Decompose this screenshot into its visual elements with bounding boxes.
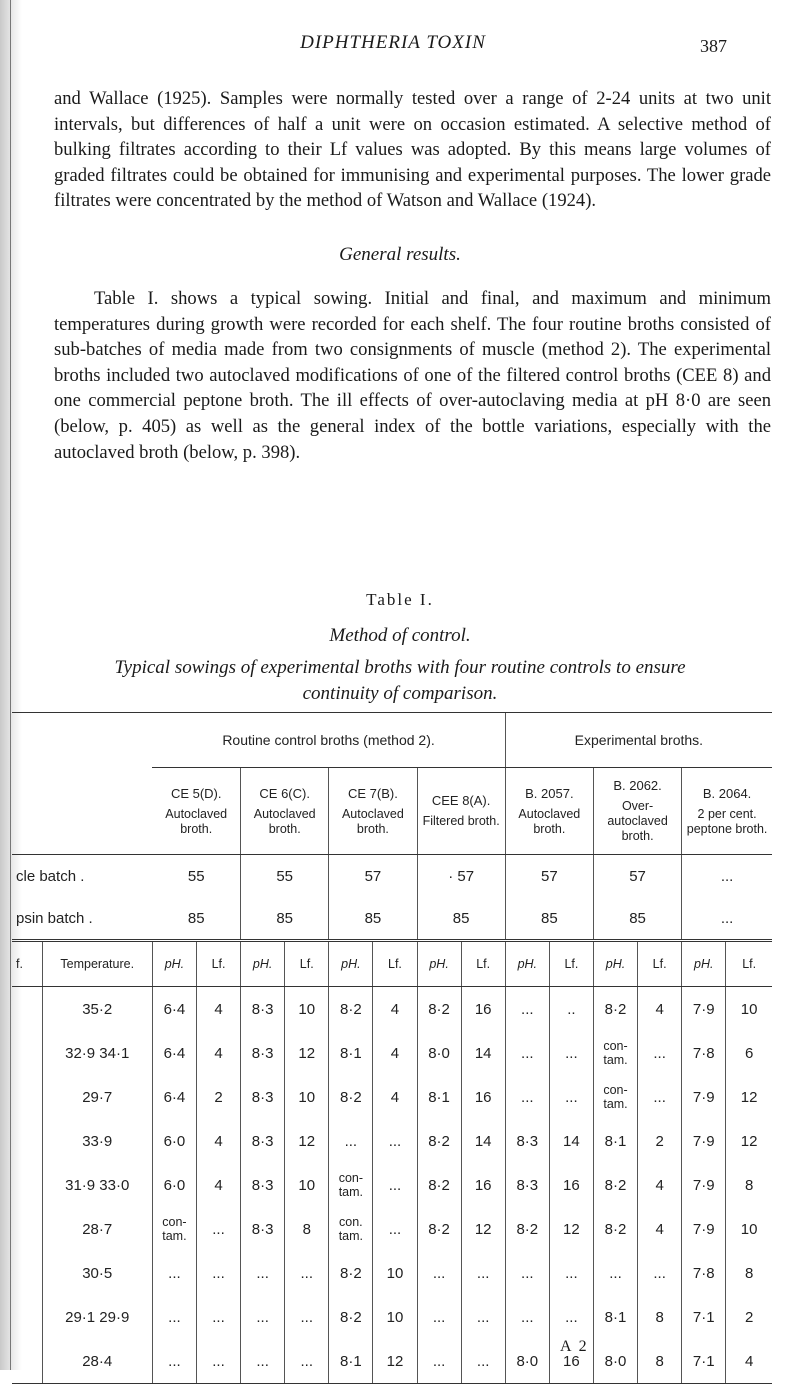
lf-value-cell: 10 bbox=[285, 1163, 329, 1207]
ph-value-cell: 8·2 bbox=[329, 1295, 373, 1339]
ph-value-cell: con- tam. bbox=[593, 1075, 637, 1119]
page-number: 387 bbox=[700, 36, 727, 56]
temperature-cell: 35·2 bbox=[42, 987, 152, 1032]
temperature-cell: 29·1 29·9 bbox=[42, 1295, 152, 1339]
ph-value-cell: 6·4 bbox=[152, 987, 196, 1032]
lf-value-cell: 8 bbox=[285, 1207, 329, 1251]
ph-value-cell: con- tam. bbox=[329, 1163, 373, 1207]
column-description: Filtered broth. bbox=[422, 814, 500, 828]
batch-row-label: psin batch . bbox=[16, 909, 93, 927]
table-row bbox=[12, 1075, 772, 1119]
batch-value: · 57 bbox=[417, 855, 505, 898]
table-label: Table I. bbox=[366, 590, 434, 609]
table-title: Method of control. bbox=[329, 625, 471, 646]
column-description: Autoclaved broth. bbox=[253, 806, 316, 836]
lf-value-cell: 6 bbox=[726, 1031, 772, 1075]
ph-value-cell: 7·9 bbox=[682, 987, 726, 1032]
lf-value-cell: ... bbox=[638, 1075, 682, 1119]
lf-header: Lf. bbox=[638, 941, 682, 987]
column-description: Over-autoclaved broth. bbox=[607, 799, 668, 843]
table-caption-line-1: Typical sowings of experimental broths with four routine controls to ensure bbox=[114, 657, 686, 678]
table-group-header-row bbox=[12, 713, 772, 768]
lf-value-cell: ... bbox=[196, 1207, 240, 1251]
ph-value-cell: 8·3 bbox=[241, 1075, 285, 1119]
ph-value-cell: 8·2 bbox=[593, 1207, 637, 1251]
column-header-3 bbox=[329, 768, 417, 855]
lf-value-cell: ... bbox=[373, 1119, 417, 1163]
column-code: B. 2062. bbox=[613, 778, 662, 793]
ph-value-cell: 7·8 bbox=[682, 1251, 726, 1295]
signature-mark: A 2 bbox=[560, 1338, 589, 1355]
paragraph-continued: and Wallace (1925). Samples were normally tested over a range of 2-24 units at two unit intervals, but differences of half a unit were on occasion estimated. A selective method of bulking filtrates according to their Lf values was adopted. By this means large volumes of graded filtrates could be obtained for immunising and experimental purposes. The lower grade filtrates were concentrated by the method of Watson and Wallace (1924). bbox=[54, 88, 771, 212]
lf-value-cell: ... bbox=[638, 1031, 682, 1075]
table-caption bbox=[0, 655, 800, 707]
ph-header: pH. bbox=[505, 941, 549, 987]
table-row bbox=[12, 1295, 772, 1339]
table-column-header-row bbox=[12, 768, 772, 855]
lf-value-cell: ... bbox=[549, 1075, 593, 1119]
ph-value-cell: ... bbox=[417, 1251, 461, 1295]
column-header-5 bbox=[505, 768, 593, 855]
shelf-cell bbox=[12, 987, 42, 1032]
lf-value-cell: ... bbox=[549, 1031, 593, 1075]
lf-value-cell: 10 bbox=[373, 1251, 417, 1295]
shelf-cell bbox=[12, 1163, 42, 1207]
lf-value-cell: ... bbox=[285, 1251, 329, 1295]
batch-value: 55 bbox=[241, 855, 329, 898]
ph-value-cell: con. tam. bbox=[329, 1207, 373, 1251]
shelf-cell bbox=[12, 1075, 42, 1119]
batch-value: ... bbox=[682, 897, 772, 941]
lf-value-cell: 2 bbox=[196, 1075, 240, 1119]
shelf-cell bbox=[12, 1251, 42, 1295]
ph-value-cell: ... bbox=[505, 1251, 549, 1295]
table-wrapper bbox=[12, 712, 772, 1384]
running-head: DIPHTHERIA TOXIN bbox=[300, 32, 486, 53]
ph-value-cell: 7·9 bbox=[682, 1163, 726, 1207]
ph-value-cell: ... bbox=[152, 1295, 196, 1339]
ph-value-cell: 8·3 bbox=[241, 1207, 285, 1251]
lf-value-cell: 10 bbox=[726, 987, 772, 1032]
ph-value-cell: ... bbox=[241, 1251, 285, 1295]
lf-value-cell: 10 bbox=[726, 1207, 772, 1251]
lf-value-cell: 12 bbox=[726, 1075, 772, 1119]
column-code: CE 5(D). bbox=[170, 785, 222, 801]
table-row bbox=[12, 1207, 772, 1251]
lf-value-cell: 4 bbox=[373, 1031, 417, 1075]
lf-value-cell: 4 bbox=[373, 1075, 417, 1119]
ph-value-cell: 8·3 bbox=[505, 1163, 549, 1207]
lf-value-cell: 16 bbox=[549, 1339, 593, 1384]
ph-value-cell: 7·1 bbox=[682, 1295, 726, 1339]
ph-value-cell: 7·9 bbox=[682, 1119, 726, 1163]
ph-header: pH. bbox=[593, 941, 637, 987]
table-row bbox=[12, 1163, 772, 1207]
ph-value-cell: 7·9 bbox=[682, 1207, 726, 1251]
lf-value-cell: 12 bbox=[726, 1119, 772, 1163]
ph-value-cell: 8·2 bbox=[417, 987, 461, 1032]
batch-value: 85 bbox=[329, 897, 417, 941]
lf-value-cell: ... bbox=[373, 1207, 417, 1251]
table-row bbox=[12, 987, 772, 1032]
lf-header: Lf. bbox=[726, 941, 772, 987]
lf-value-cell: 4 bbox=[638, 1207, 682, 1251]
column-code: CEE 8(A). bbox=[431, 793, 491, 808]
column-header-1 bbox=[152, 768, 240, 855]
lf-header: Lf. bbox=[549, 941, 593, 987]
lf-value-cell: 2 bbox=[726, 1295, 772, 1339]
ph-header: pH. bbox=[329, 941, 373, 987]
lf-value-cell: 12 bbox=[285, 1119, 329, 1163]
column-header-6 bbox=[593, 768, 681, 855]
ph-value-cell: 8·1 bbox=[329, 1031, 373, 1075]
column-code: CE 7(B). bbox=[347, 785, 398, 801]
data-table bbox=[12, 712, 772, 1384]
lf-value-cell: ... bbox=[196, 1295, 240, 1339]
table-row bbox=[12, 1251, 772, 1295]
batch-value: 57 bbox=[505, 855, 593, 898]
ph-value-cell: 8·3 bbox=[241, 987, 285, 1032]
lf-value-cell: 16 bbox=[461, 1163, 505, 1207]
ph-value-cell: 6·0 bbox=[152, 1163, 196, 1207]
shelf-header: f. bbox=[12, 941, 42, 987]
ph-value-cell: 8·3 bbox=[241, 1031, 285, 1075]
temperature-cell: 28·4 bbox=[42, 1339, 152, 1384]
ph-value-cell: 8·2 bbox=[417, 1163, 461, 1207]
table-body bbox=[12, 713, 772, 1384]
lf-value-cell: ... bbox=[196, 1339, 240, 1384]
ph-value-cell: 8·2 bbox=[593, 987, 637, 1032]
ph-value-cell: 8·3 bbox=[241, 1163, 285, 1207]
column-code: B. 2057. bbox=[525, 785, 574, 801]
batch-row bbox=[12, 897, 772, 941]
group-experimental-header: Experimental broths. bbox=[505, 713, 772, 768]
ph-header: pH. bbox=[152, 941, 196, 987]
ph-value-cell: 8·1 bbox=[329, 1339, 373, 1384]
shelf-cell bbox=[12, 1295, 42, 1339]
lf-value-cell: 16 bbox=[461, 1075, 505, 1119]
column-description: Autoclaved broth. bbox=[165, 806, 228, 836]
ph-value-cell: 7·1 bbox=[682, 1339, 726, 1384]
lf-value-cell: 16 bbox=[549, 1163, 593, 1207]
shelf-cell bbox=[12, 1119, 42, 1163]
temperature-cell: 28·7 bbox=[42, 1207, 152, 1251]
lf-value-cell: 8 bbox=[726, 1251, 772, 1295]
lf-value-cell: 4 bbox=[638, 987, 682, 1032]
ph-value-cell: ... bbox=[152, 1251, 196, 1295]
column-description: 2 per cent. peptone broth. bbox=[686, 806, 768, 836]
lf-value-cell: 2 bbox=[638, 1119, 682, 1163]
temperature-cell: 33·9 bbox=[42, 1119, 152, 1163]
lf-value-cell: 8 bbox=[638, 1295, 682, 1339]
batch-value: 85 bbox=[505, 897, 593, 941]
shelf-cell bbox=[12, 1339, 42, 1384]
ph-value-cell: ... bbox=[329, 1119, 373, 1163]
column-description: Autoclaved broth. bbox=[341, 806, 404, 836]
batch-value: 85 bbox=[187, 909, 205, 927]
lf-value-cell: 12 bbox=[549, 1207, 593, 1251]
ph-value-cell: ... bbox=[241, 1339, 285, 1384]
ph-header: pH. bbox=[417, 941, 461, 987]
lf-value-cell: 12 bbox=[461, 1207, 505, 1251]
lf-value-cell: 12 bbox=[373, 1339, 417, 1384]
empty-corner-cell bbox=[12, 713, 152, 768]
column-header-2 bbox=[241, 768, 329, 855]
lf-value-cell: 4 bbox=[373, 987, 417, 1032]
ph-value-cell: 8·2 bbox=[329, 987, 373, 1032]
shelf-cell bbox=[12, 1207, 42, 1251]
lf-value-cell: ... bbox=[285, 1295, 329, 1339]
temperature-cell: 32·9 34·1 bbox=[42, 1031, 152, 1075]
lf-value-cell: 8 bbox=[638, 1339, 682, 1384]
lf-value-cell: ... bbox=[461, 1339, 505, 1384]
lf-value-cell: .. bbox=[549, 987, 593, 1032]
ph-value-cell: ... bbox=[505, 1075, 549, 1119]
lf-value-cell: 8 bbox=[726, 1163, 772, 1207]
batch-value: 85 bbox=[593, 897, 681, 941]
ph-value-cell: 7·9 bbox=[682, 1075, 726, 1119]
ph-value-cell: 8·0 bbox=[417, 1031, 461, 1075]
ph-value-cell: ... bbox=[417, 1295, 461, 1339]
ph-value-cell: 8·0 bbox=[505, 1339, 549, 1384]
lf-value-cell: 4 bbox=[638, 1163, 682, 1207]
table-row bbox=[12, 1031, 772, 1075]
lf-header: Lf. bbox=[196, 941, 240, 987]
ph-value-cell: 8·1 bbox=[417, 1075, 461, 1119]
ph-header: pH. bbox=[241, 941, 285, 987]
lf-value-cell: 10 bbox=[373, 1295, 417, 1339]
ph-value-cell: 8·1 bbox=[593, 1295, 637, 1339]
ph-value-cell: con- tam. bbox=[152, 1207, 196, 1251]
ph-value-cell: 8·2 bbox=[417, 1207, 461, 1251]
batch-value: 57 bbox=[593, 855, 681, 898]
ph-value-cell: ... bbox=[505, 1031, 549, 1075]
lf-value-cell: 4 bbox=[196, 1163, 240, 1207]
measurement-header-row bbox=[12, 941, 772, 987]
lf-value-cell: 16 bbox=[461, 987, 505, 1032]
ph-value-cell: 7·8 bbox=[682, 1031, 726, 1075]
lf-value-cell: ... bbox=[461, 1251, 505, 1295]
ph-value-cell: 8·2 bbox=[329, 1075, 373, 1119]
lf-value-cell: ... bbox=[196, 1251, 240, 1295]
ph-value-cell: 8·3 bbox=[241, 1119, 285, 1163]
batch-value: 57 bbox=[329, 855, 417, 898]
table-caption-line-2: continuity of comparison. bbox=[302, 683, 498, 704]
lf-value-cell: 4 bbox=[196, 987, 240, 1032]
batch-value: 85 bbox=[241, 897, 329, 941]
paragraph-general-results: Table I. shows a typical sowing. Initial and final, and maximum and minimum temperatures during growth were recorded for each shelf. The four routine broths consisted of sub-batches of media made from two consignments of muscle (method 2). The experimental broths included two autoclaved modifications of one of the filtered control broths (CEE 8) and one commercial peptone broth. The ill effects of over-autoclaving media at pH 8·0 are seen (below, p. 405) as well as the general index of the bottle variations, especially with the autoclaved broth (below, p. 398). bbox=[54, 288, 771, 463]
batch-row-label: cle batch . bbox=[16, 867, 85, 885]
lf-header: Lf. bbox=[461, 941, 505, 987]
lf-value-cell: ... bbox=[461, 1295, 505, 1339]
lf-value-cell: 12 bbox=[285, 1031, 329, 1075]
lf-value-cell: ... bbox=[549, 1295, 593, 1339]
lf-value-cell: 14 bbox=[549, 1119, 593, 1163]
lf-value-cell: 4 bbox=[196, 1031, 240, 1075]
ph-value-cell: 6·0 bbox=[152, 1119, 196, 1163]
lf-value-cell: ... bbox=[285, 1339, 329, 1384]
ph-value-cell: ... bbox=[152, 1339, 196, 1384]
ph-value-cell: ... bbox=[505, 1295, 549, 1339]
temperature-cell: 29·7 bbox=[42, 1075, 152, 1119]
table-row bbox=[12, 1339, 772, 1384]
lf-header: Lf. bbox=[285, 941, 329, 987]
lf-value-cell: 4 bbox=[196, 1119, 240, 1163]
lf-value-cell: ... bbox=[549, 1251, 593, 1295]
ph-value-cell: ... bbox=[241, 1295, 285, 1339]
temperature-header: Temperature. bbox=[42, 941, 152, 987]
ph-value-cell: ... bbox=[593, 1251, 637, 1295]
column-code: B. 2064. bbox=[702, 785, 752, 801]
temperature-cell: 30·5 bbox=[42, 1251, 152, 1295]
table-row bbox=[12, 1119, 772, 1163]
lf-value-cell: 10 bbox=[285, 1075, 329, 1119]
batch-value: 55 bbox=[187, 867, 205, 885]
ph-value-cell: 6·4 bbox=[152, 1031, 196, 1075]
column-header-7 bbox=[682, 768, 772, 855]
ph-value-cell: ... bbox=[505, 987, 549, 1032]
lf-value-cell: 14 bbox=[461, 1119, 505, 1163]
column-code: CE 6(C). bbox=[259, 785, 310, 801]
lf-value-cell: 4 bbox=[726, 1339, 772, 1384]
group-routine-header: Routine control broths (method 2). bbox=[152, 713, 505, 768]
ph-header: pH. bbox=[682, 941, 726, 987]
batch-value: 85 bbox=[417, 897, 505, 941]
shelf-cell bbox=[12, 1031, 42, 1075]
column-description: Autoclaved broth. bbox=[518, 806, 581, 836]
lf-value-cell: ... bbox=[638, 1251, 682, 1295]
section-heading: General results. bbox=[339, 244, 461, 265]
lf-value-cell: 10 bbox=[285, 987, 329, 1032]
ph-value-cell: 8·2 bbox=[593, 1163, 637, 1207]
ph-value-cell: 6·4 bbox=[152, 1075, 196, 1119]
lf-header: Lf. bbox=[373, 941, 417, 987]
temperature-cell: 31·9 33·0 bbox=[42, 1163, 152, 1207]
batch-value: ... bbox=[682, 855, 772, 898]
column-header-4 bbox=[417, 768, 505, 855]
ph-value-cell: ... bbox=[417, 1339, 461, 1384]
lf-value-cell: ... bbox=[373, 1163, 417, 1207]
ph-value-cell: 8·3 bbox=[505, 1119, 549, 1163]
ph-value-cell: 8·1 bbox=[593, 1119, 637, 1163]
ph-value-cell: con- tam. bbox=[593, 1031, 637, 1075]
ph-value-cell: 8·2 bbox=[417, 1119, 461, 1163]
ph-value-cell: 8·0 bbox=[593, 1339, 637, 1384]
empty-column-header-cell bbox=[12, 768, 152, 855]
batch-row bbox=[12, 855, 772, 898]
ph-value-cell: 8·2 bbox=[329, 1251, 373, 1295]
lf-value-cell: 14 bbox=[461, 1031, 505, 1075]
ph-value-cell: 8·2 bbox=[505, 1207, 549, 1251]
